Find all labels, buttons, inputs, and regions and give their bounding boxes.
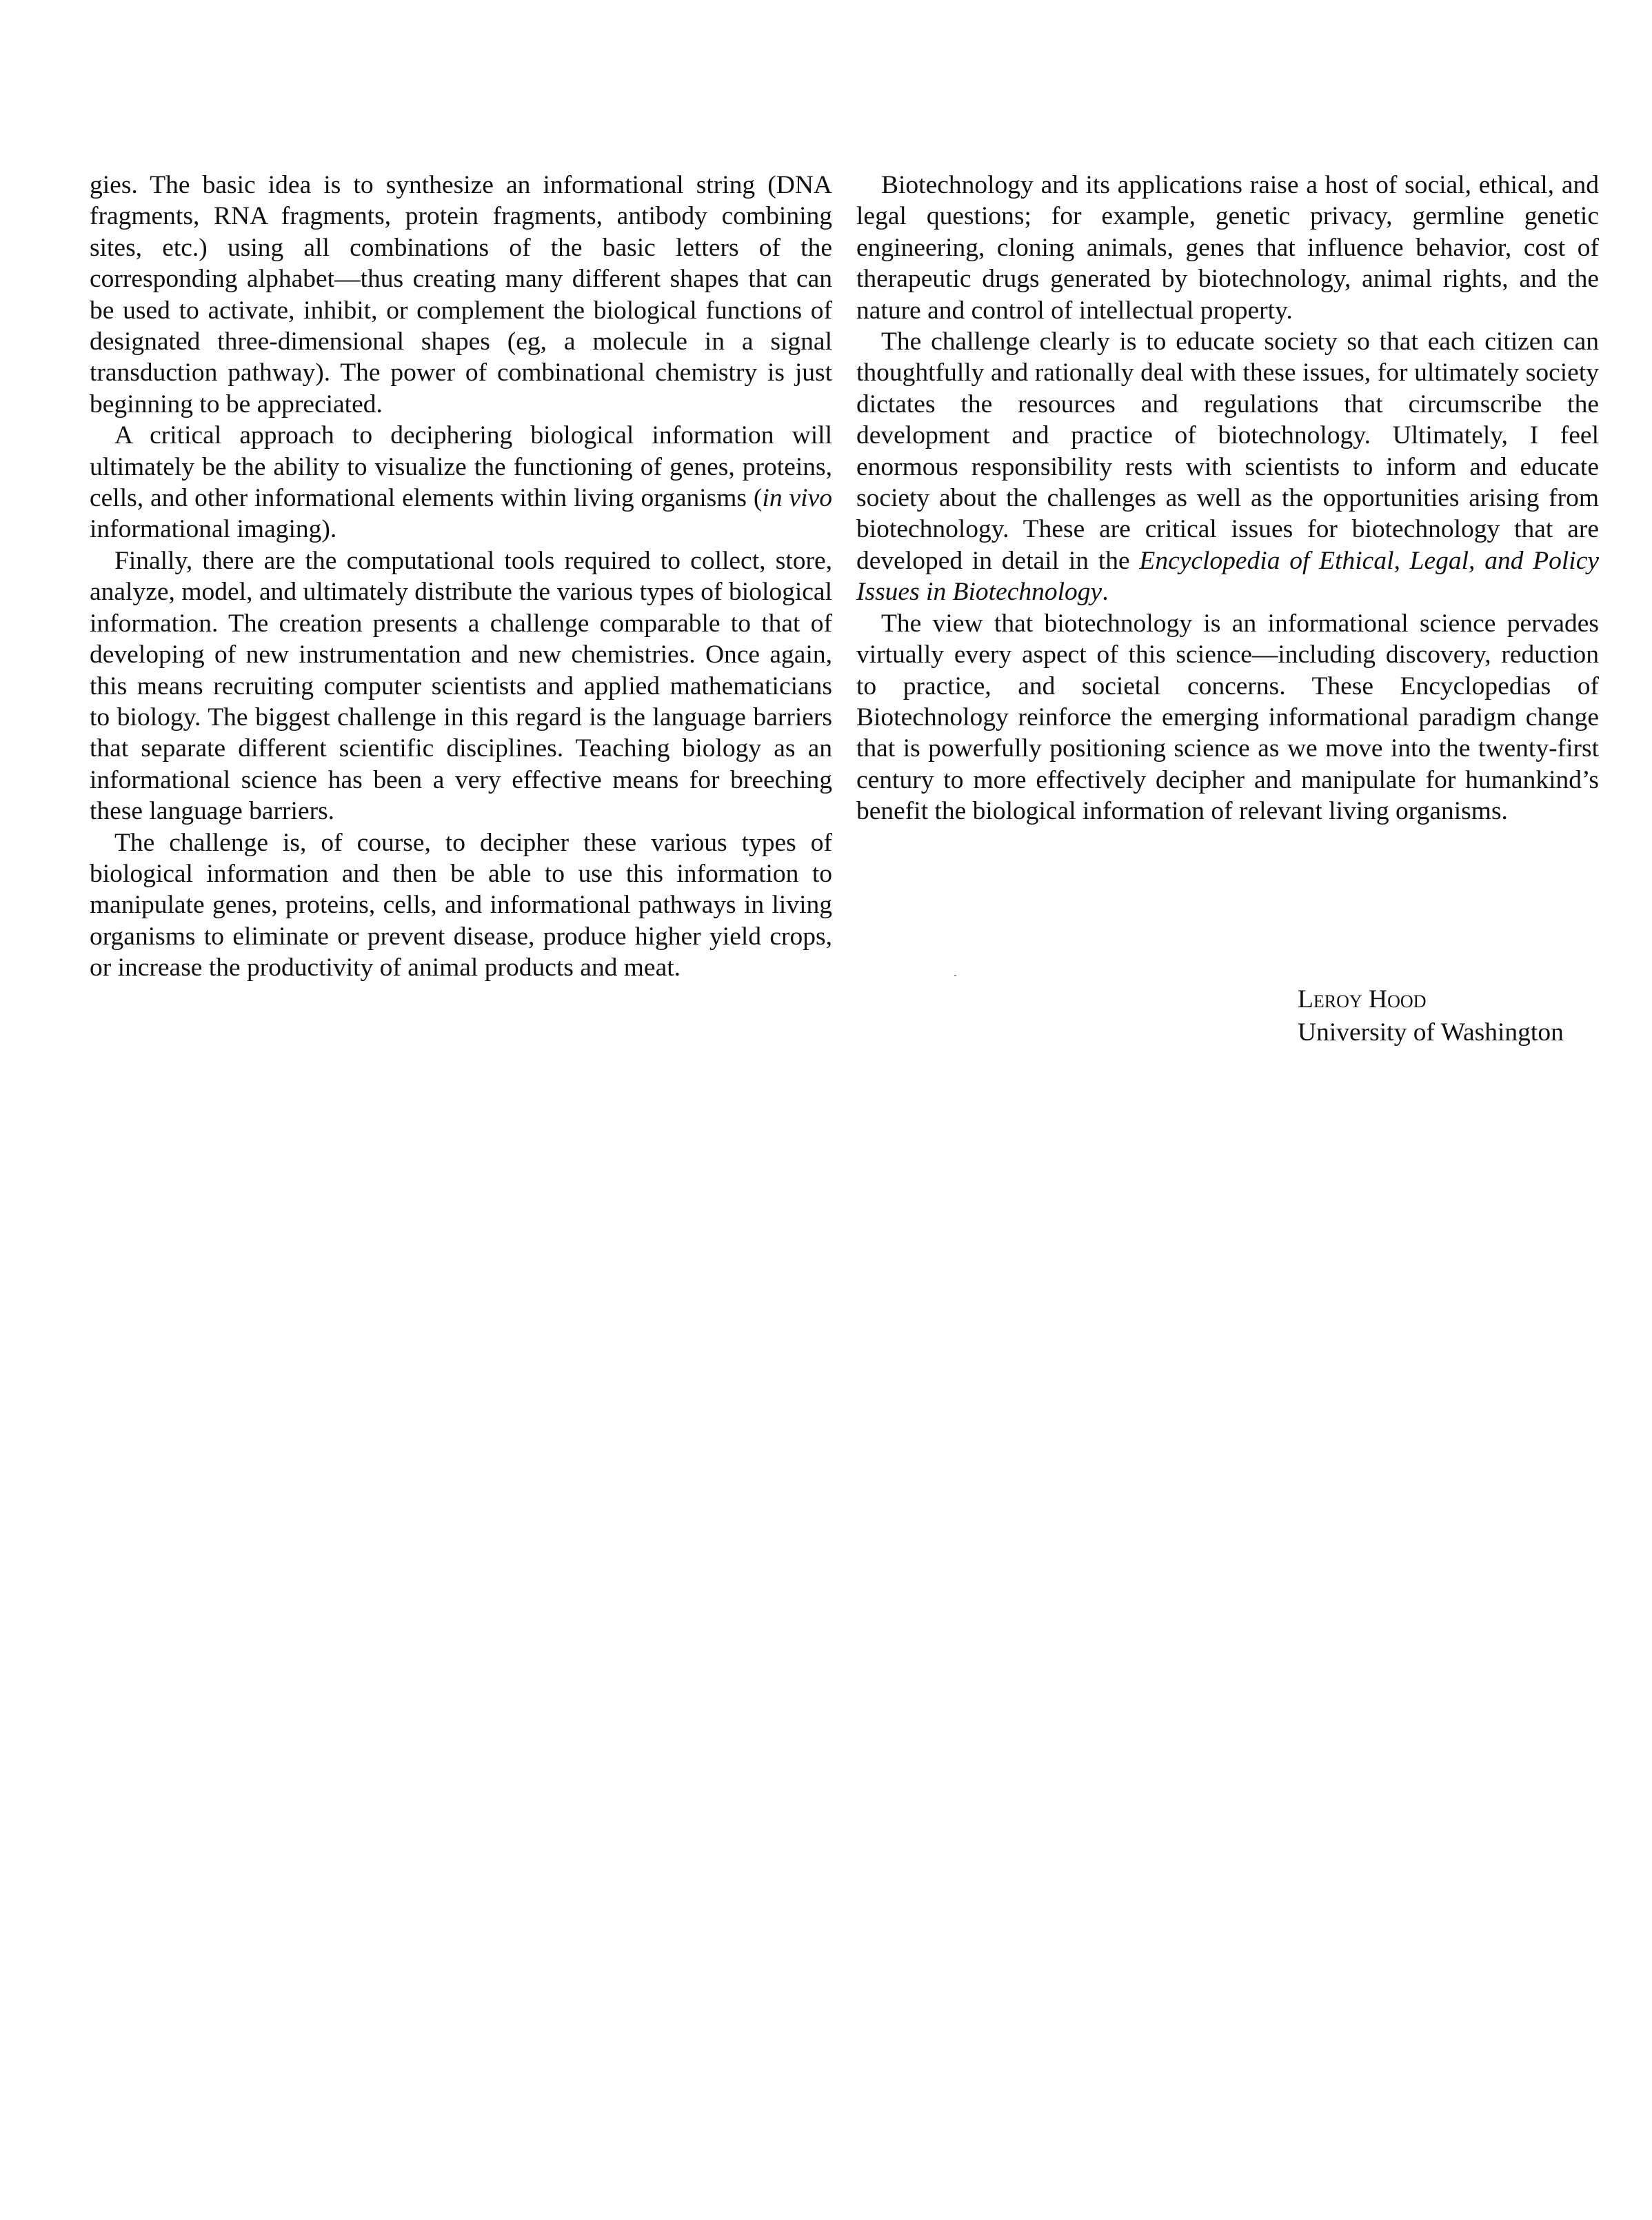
left-column: [90, 170, 832, 984]
paragraph: [90, 827, 832, 984]
paragraph: [856, 170, 1599, 326]
paragraph-text: A critical approach to deciphering biological information will ultimately be the ability to visualize the functioning of genes, proteins, cells, and other informational elements within living organisms (: [90, 421, 832, 513]
italic-title: Encyclopedia of Ethical, Legal, and Policy Issues in Biotechnology: [856, 546, 1600, 607]
right-column: [856, 170, 1599, 827]
paragraph-text: informational imaging).: [90, 515, 337, 544]
paragraph-text: Finally, there are the computational tools required to collect, store, analyze, model, and ultimately distribute the various types of biological information. The creation presents a challenge comparable to that of developing of new instrumentation and new chemistries. Once again, this means recruiting computer scientists and applied mathematicians to biology. The biggest challenge in this regard is the language barriers that separate different scientific disciplines. Teaching biology as an informational science has been a very effective means for breeching these language barriers.: [90, 546, 832, 826]
print-speck: [954, 975, 956, 976]
author-affiliation: University of Washington: [1298, 1018, 1564, 1047]
paragraph: [90, 420, 832, 545]
author-name: Leroy Hood: [1298, 985, 1427, 1013]
paragraph-text: gies. The basic idea is to synthesize an informational string (DNA fragments, RNA fragments, protein fragments, antibody combining sites, etc.) using all combinations of the basic letters of the corresponding alphabet—thus creating many different shapes that can be used to activate, inhibit, or complement the biological functions of designated three-dimensional shapes (eg, a molecule in a signal transduction pathway). The power of combinational chemistry is just beginning to be appreciated.: [90, 171, 832, 418]
paragraph-text: The challenge clearly is to educate society so that each citizen can thoughtfully and rationally deal with these issues, for ultimately society dictates the resources and regulations that circumscribe the development and practice of biotechnology. Ultimately, I feel enormous responsibility rests with scientists to inform and educate society about the challenges as well as the opportunities arising from biotechnology. These are critical issues for biotechnology that are developed in detail in the: [856, 327, 1599, 575]
paragraph-text: Biotechnology and its applications raise a host of social, ethical, and legal questions; for example, genetic privacy, germline genetic engineering, cloning animals, genes that influence behavior, cost of therapeutic drugs generated by biotechnology, animal rights, and the nature and control of intellectual property.: [856, 171, 1599, 325]
paragraph: [90, 545, 832, 827]
paragraph: [856, 326, 1599, 608]
italic-term: in vivo: [762, 484, 832, 513]
paragraph-text: The view that biotechnology is an informational science pervades virtually every aspect of this science—including discovery, reduction to practice, and societal concerns. These Encyclopedias of Biotechnology reinforce the emerging informational paradigm change that is powerfully positioning science as we move into the twenty-first century to more effectively decipher and manipulate for humankind’s benefit the biological information of relevant living organisms.: [856, 609, 1599, 826]
signature-block: [1298, 983, 1564, 1049]
paragraph: [856, 608, 1599, 827]
paragraph-text: .: [1102, 578, 1109, 607]
paragraph-text: The challenge is, of course, to decipher these various types of biological information and then be able to use this information to manipulate genes, proteins, cells, and informational pathways in living organisms to eliminate or prevent disease, produce higher yield crops, or increase the productivity of animal products and meat.: [90, 828, 832, 982]
paragraph: [90, 170, 832, 420]
